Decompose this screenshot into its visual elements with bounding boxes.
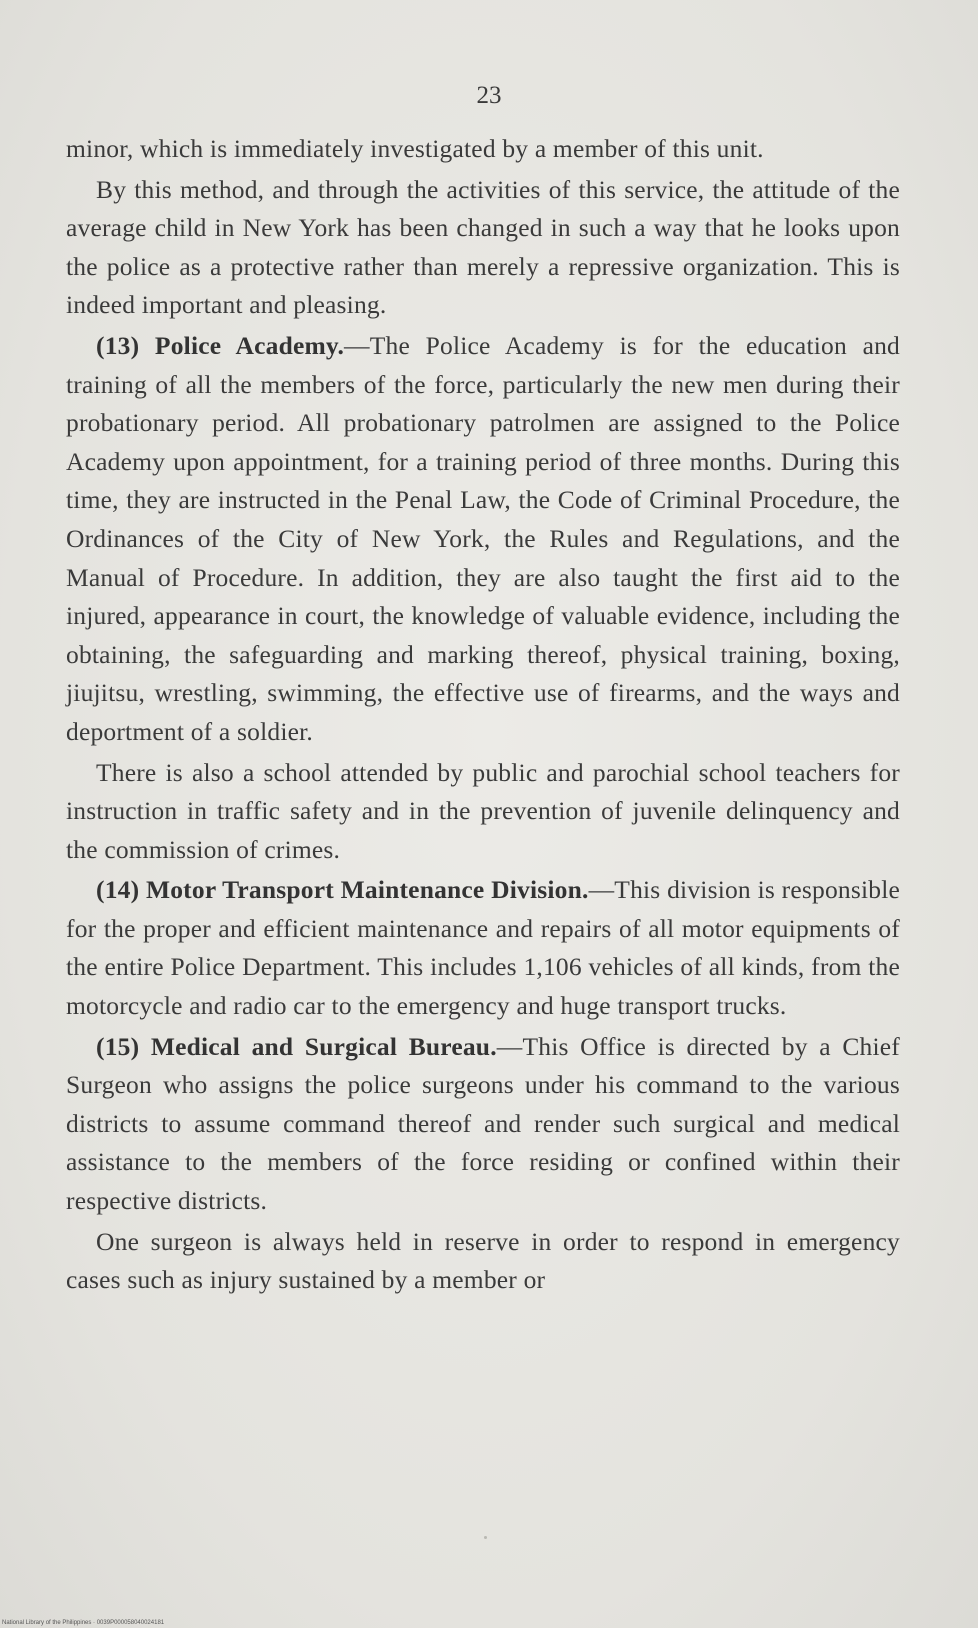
paragraph bbox=[66, 754, 900, 870]
paragraph-text: —This division is responsible for the proper and efficient maintenance and repairs of all motor equipments of the entire Police Department. This includes 1,106 vehicles of all kinds, from the motorcycle and radio car to the emergency and huge transport trucks. bbox=[66, 875, 900, 1021]
speck-mark bbox=[484, 1536, 487, 1539]
paragraph-text: There is also a school attended by public and parochial school teachers for instruction in traffic safety and in the prevention of juvenile delinquency and the commission of crimes. bbox=[66, 757, 900, 864]
paragraph bbox=[66, 871, 900, 1025]
scan-footer: National Library of the Philippines · 0039P000058040024181 bbox=[2, 1620, 165, 1626]
paragraph bbox=[66, 130, 900, 169]
paragraph bbox=[66, 171, 900, 325]
paragraph-text: —This Office is directed by a Chief Surgeon who assigns the police surgeons under his command to the various districts to assume command thereof and render such surgical and medical assistance to the members of the force residing or confined within their respective districts. bbox=[66, 1031, 900, 1216]
paragraph-text: —The Police Academy is for the education and training of all the members of the force, particularly the new men during their probationary period. All probationary patrolmen are assigned to the Police Academy upon appointment, for a training period of three months. During this time, they are instructed in the Penal Law, the Code of Criminal Procedure, the Ordinances of the City of New York, the Rules and Regulations, and the Manual of Procedure. In addition, they are also taught the first aid to the injured, appearance in court, the knowledge of valuable evidence, including the obtaining, the safeguarding and marking thereof, physical training, boxing, jiujitsu, wrestling, swimming, the effective use of firearms, and the ways and deportment of a soldier. bbox=[66, 330, 900, 746]
paragraph bbox=[66, 1028, 900, 1221]
paragraph-text: One surgeon is always held in reserve in order to respond in emergency cases such as injury sustained by a member or bbox=[66, 1226, 900, 1295]
paragraph-text: minor, which is immediately investigated by a member of this unit. bbox=[66, 134, 764, 163]
section-heading: (15) Medical and Surgical Bureau. bbox=[96, 1031, 497, 1061]
paragraph bbox=[66, 327, 900, 752]
paragraph bbox=[66, 1223, 900, 1300]
paragraph-text: By this method, and through the activities of this service, the attitude of the average child in New York has been changed in such a way that he looks upon the police as a protective rather than merely a repressive organization. This is indeed important and pleasing. bbox=[66, 174, 900, 320]
body-text bbox=[66, 130, 900, 1300]
section-heading: (14) Motor Transport Maintenance Division. bbox=[96, 875, 589, 905]
section-heading: (13) Police Academy. bbox=[96, 330, 345, 360]
page-number: 23 bbox=[476, 82, 502, 109]
